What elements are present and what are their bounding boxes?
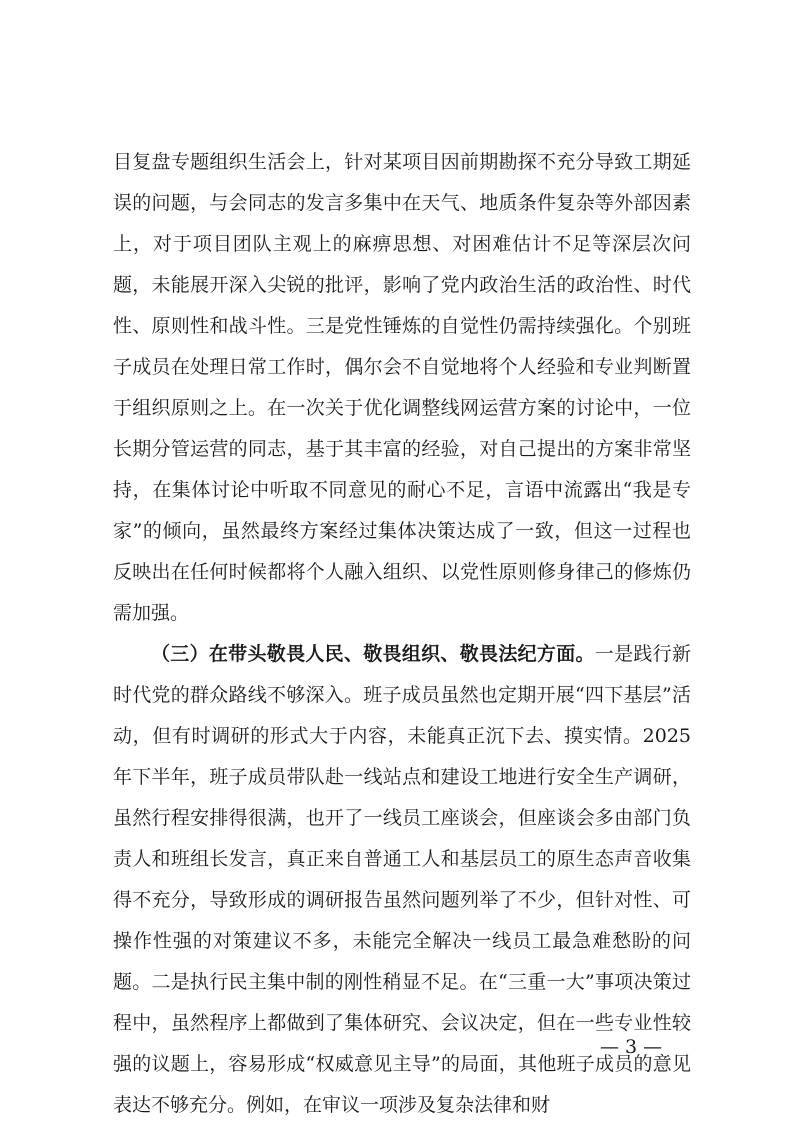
- section-heading: （三）在带头敬畏人民、敬畏组织、敬畏法纪方面。: [151, 643, 595, 665]
- document-body: [113, 142, 691, 1126]
- page-number: — 3 —: [600, 1036, 663, 1058]
- paragraph-continued: 目复盘专题组织生活会上，针对某项目因前期勘探不充分导致工期延误的问题，与会同志的发言多集中在天气、地质条件复杂等外部因素上，对于项目团队主观上的麻痹思想、对困难估计不足等深层次问题，未能展开深入尖锐的批评，影响了党内政治生活的政治性、时代性、原则性和战斗性。三是党性锤炼的自觉性仍需持续强化。个别班子成员在处理日常工作时，偶尔会不自觉地将个人经验和专业判断置于组织原则之上。在一次关于优化调整线网运营方案的讨论中，一位长期分管运营的同志，基于其丰富的经验，对自己提出的方案非常坚持，在集体讨论中听取不同意见的耐心不足，言语中流露出“我是专家”的倾向，虽然最终方案经过集体决策达成了一致，但这一过程也反映出在任何时候都将个人融入组织、以党性原则修身律己的修炼仍需加强。: [113, 151, 691, 624]
- section-body-text: 一是践行新时代党的群众路线不够深入。班子成员虽然也定期开展“四下基层”活动，但有时调研的形式大于内容，未能真正沉下去、摸实情。2025年下半年，班子成员带队赴一线站点和建设工地进行安全生产调研，虽然行程安排得很满，也开了一线员工座谈会，但座谈会多由部门负责人和班组长发言，真正来自普通工人和基层员工的原生态声音收集得不充分，导致形成的调研报告虽然问题列举了不少，但针对性、可操作性强的对策建议不多，未能完全解决一线员工最急难愁盼的问题。二是执行民主集中制的刚性稍显不足。在“三重一大”事项决策过程中，虽然程序上都做到了集体研究、会议决定，但在一些专业性较强的议题上，容易形成“权威意见主导”的局面，其他班子成员的意见表达不够充分。例如，在审议一项涉及复杂法律和财: [113, 643, 691, 1116]
